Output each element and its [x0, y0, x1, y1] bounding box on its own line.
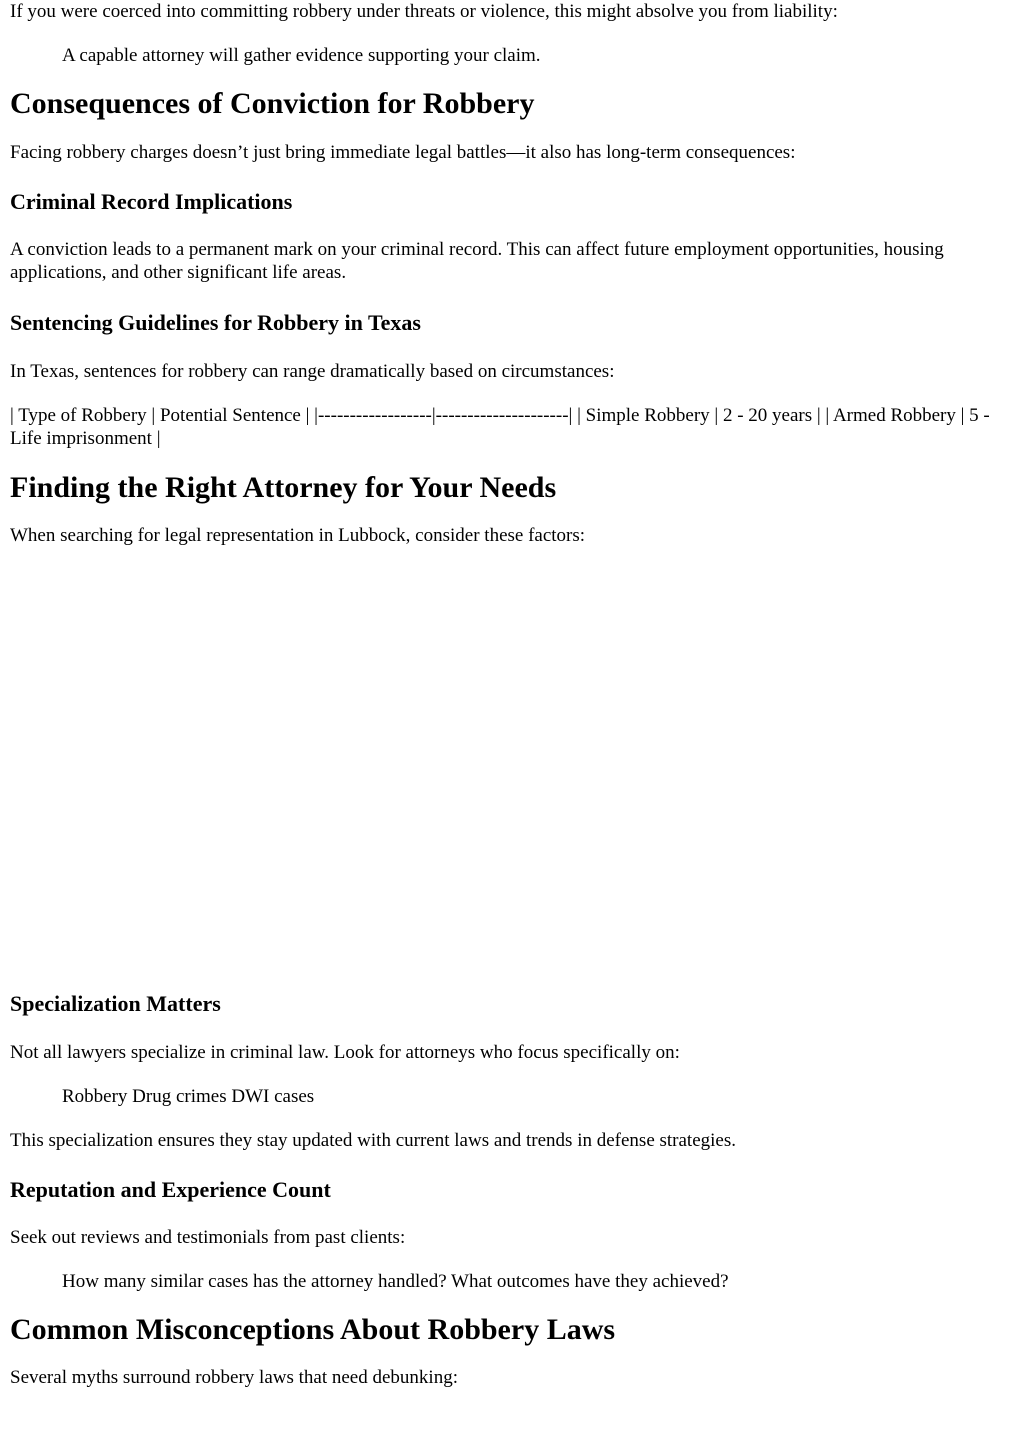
heading-misconceptions: Common Misconceptions About Robbery Laws	[10, 1313, 616, 1346]
paragraph-sentence-table-text: | Type of Robbery | Potential Sentence | |------------------|---------------------| | Simple Robbery | 2 - 20 years | | Armed Robbery | 5 - Life imprisonment |	[10, 405, 990, 449]
blockquote-specialties: Robbery Drug crimes DWI cases	[62, 1086, 315, 1107]
heading-specialization: Specialization Matters	[10, 991, 221, 1016]
paragraph-coerced: If you were coerced into committing robbery under threats or violence, this might absolve you from liability:	[10, 1, 838, 22]
blank-embed-area	[10, 547, 1014, 967]
paragraph-conviction: A conviction leads to a permanent mark on your criminal record. This can affect future employment opportunities, housing applications, and other significant life areas.	[10, 239, 944, 283]
heading-criminal-record: Criminal Record Implications	[10, 189, 293, 214]
paragraph-searching: When searching for legal representation in Lubbock, consider these factors:	[10, 525, 586, 546]
heading-finding-attorney: Finding the Right Attorney for Your Needs	[10, 471, 557, 504]
paragraph-this-specialization: This specialization ensures they stay updated with current laws and trends in defense strategies.	[10, 1130, 736, 1151]
paragraph-facing: Facing robbery charges doesn’t just bring immediate legal battles—it also has long-term consequences:	[10, 142, 796, 163]
blockquote-questions: How many similar cases has the attorney handled? What outcomes have they achieved?	[62, 1271, 729, 1292]
heading-sentencing: Sentencing Guidelines for Robbery in Texas	[10, 310, 421, 335]
paragraph-several-myths: Several myths surround robbery laws that need debunking:	[10, 1367, 458, 1388]
paragraph-in-texas: In Texas, sentences for robbery can range dramatically based on circumstances:	[10, 361, 615, 382]
heading-reputation: Reputation and Experience Count	[10, 1177, 331, 1202]
heading-consequences: Consequences of Conviction for Robbery	[10, 87, 535, 120]
blockquote-attorney-evidence: A capable attorney will gather evidence supporting your claim.	[62, 45, 541, 66]
paragraph-not-all-lawyers: Not all lawyers specialize in criminal law. Look for attorneys who focus specifically on:	[10, 1042, 680, 1063]
paragraph-seek-reviews: Seek out reviews and testimonials from past clients:	[10, 1227, 406, 1248]
